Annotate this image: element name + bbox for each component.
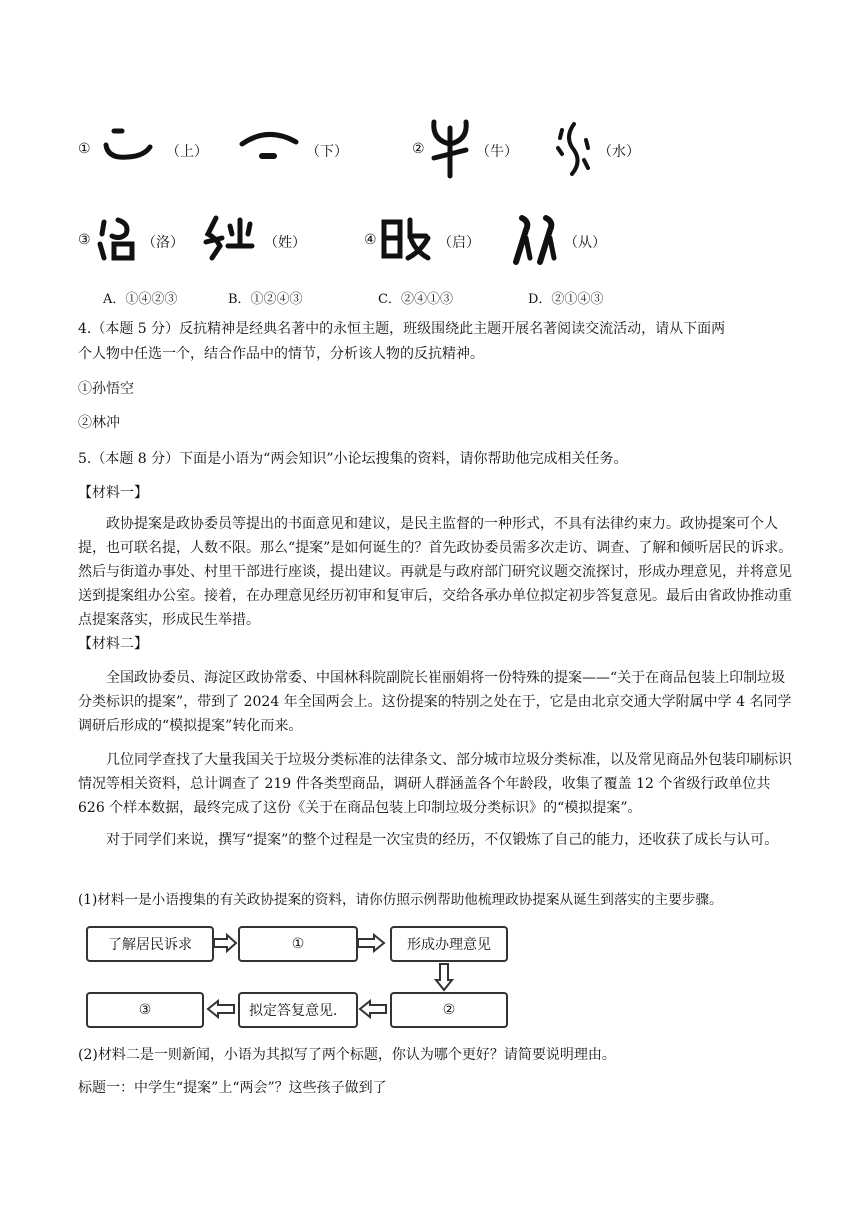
glyph-luo-icon [96, 214, 140, 264]
glyph-niu-icon [428, 118, 472, 180]
arrow-left-icon [206, 1000, 236, 1018]
arrow-right-icon [356, 934, 386, 952]
q5-sub2: (2)材料二是一则新闻，小语为其拟写了两个标题，你认为哪个更好？请简要说明理由。 [78, 1047, 616, 1063]
q5-sub1: (1)材料一是小语搜集的有关政协提案的资料，请你仿照示例帮助他梳理政协提案从诞生到落实的主要步骤。 [78, 892, 723, 908]
material2-paragraph3: 对于同学们来说，撰写“提案”的整个过程是一次宝贵的经历，不仅锻炼了自己的能力，还收获了成长与认可。 [106, 832, 779, 848]
glyph-meaning-luo: （洛） [142, 235, 184, 251]
glyph-qi-icon [380, 216, 436, 262]
option-d: D．②①④③ [528, 292, 604, 307]
glyph-xing-icon [202, 212, 256, 264]
flow-box-draft-reply: 拟定答复意见． [238, 992, 358, 1028]
flow-box-blank-1: ① [238, 926, 358, 962]
material2-paragraph2: 几位同学查找了大量我国关于垃圾分类标准的法律条文、部分城市垃圾分类标准，以及常见商品外包装印刷标识情况等相关资料，总计调查了 219 件各类型商品，调研人群涵盖各个年龄段，收集了覆盖 12 个省级行政单位共 626 个样本数据，最终完成了这份《关于在商品包装上印制垃圾分类标识》的“模拟提案”。 [78, 752, 792, 816]
glyph-meaning-shang: （上） [166, 144, 208, 160]
glyph-shui-icon [552, 120, 596, 180]
glyph-meaning-xia: （下） [306, 144, 348, 160]
glyph-meaning-niu: （牛） [476, 144, 518, 160]
glyph-shang-icon [100, 125, 156, 165]
headline-option-1: 标题一：中学生“提案”上“两会”？这些孩子做到了 [78, 1080, 387, 1096]
material1-text: 政协提案是政协委员等提出的书面意见和建议，是民主监督的一种形式，不具有法律约束力。政协提案可个人提，也可联名提，人数不限。那么“提案”是如何诞生的？首先政协委员需多次走访、调查、了解和倾听居民的诉求。然后与街道办事处、村里干部进行座谈，提出建议。再就是与政府部门研究议题交流探讨，形成办理意见，并将意见送到提案组办公室。接着，在办理意见经历初审和复审后，交给各承办单位拟定初步答复意见。最后由省政协推动重点提案落实，形成民生举措。 [78, 516, 793, 628]
glyph-meaning-cong: （从） [564, 235, 606, 251]
glyph-meaning-xing: （姓） [264, 235, 306, 251]
arrow-down-icon [434, 962, 454, 992]
q4-option-1: ①孙悟空 [78, 381, 134, 397]
arrow-left-icon [358, 1000, 388, 1018]
glyph-number-2: ② [412, 141, 425, 157]
flow-box-form-opinion: 形成办理意见 [390, 926, 508, 962]
glyph-xia-icon [238, 128, 302, 168]
flow-box-understand-demands: 了解居民诉求 [86, 926, 214, 962]
flow-box-blank-2: ② [390, 992, 508, 1028]
material2-paragraph1: 全国政协委员、海淀区政协常委、中国林科院副院长崔丽娟将一份特殊的提案——“关于在商品包装上印制垃圾分类标识的提案”，带到了 2024 年全国两会上。这份提案的特别之处在于，它是由北京交通大学附属中学 4 名同学调研后形成的“模拟提案”转化而来。 [78, 670, 792, 734]
arrow-right-icon [212, 934, 238, 952]
option-b: B．①②④③ [228, 292, 303, 307]
glyph-number-4: ④ [364, 232, 377, 248]
q4-stem-line2: 个人物中任选一个，结合作品中的情节，分析该人物的反抗精神。 [78, 346, 484, 362]
glyph-meaning-shui: （水） [598, 144, 640, 160]
flow-box-blank-3: ③ [86, 992, 204, 1028]
option-c: C．②④①③ [378, 292, 453, 307]
material1-title: 【材料一】 [78, 485, 148, 501]
option-a: A．①④②③ [103, 292, 178, 307]
glyph-number-3: ③ [78, 232, 91, 248]
q5-stem: 5.（本题 8 分）下面是小语为“两会知识”小论坛搜集的资料，请你帮助他完成相关任务。 [78, 451, 628, 467]
q4-option-2: ②林冲 [78, 415, 120, 431]
glyph-cong-icon [508, 212, 562, 266]
glyph-meaning-qi: （启） [438, 235, 480, 251]
material2-title: 【材料二】 [78, 636, 148, 652]
q4-stem-line1: 4.（本题 5 分）反抗精神是经典名著中的永恒主题，班级围绕此主题开展名著阅读交流活动，请从下面两 [78, 321, 726, 337]
glyph-number-1: ① [78, 141, 91, 157]
